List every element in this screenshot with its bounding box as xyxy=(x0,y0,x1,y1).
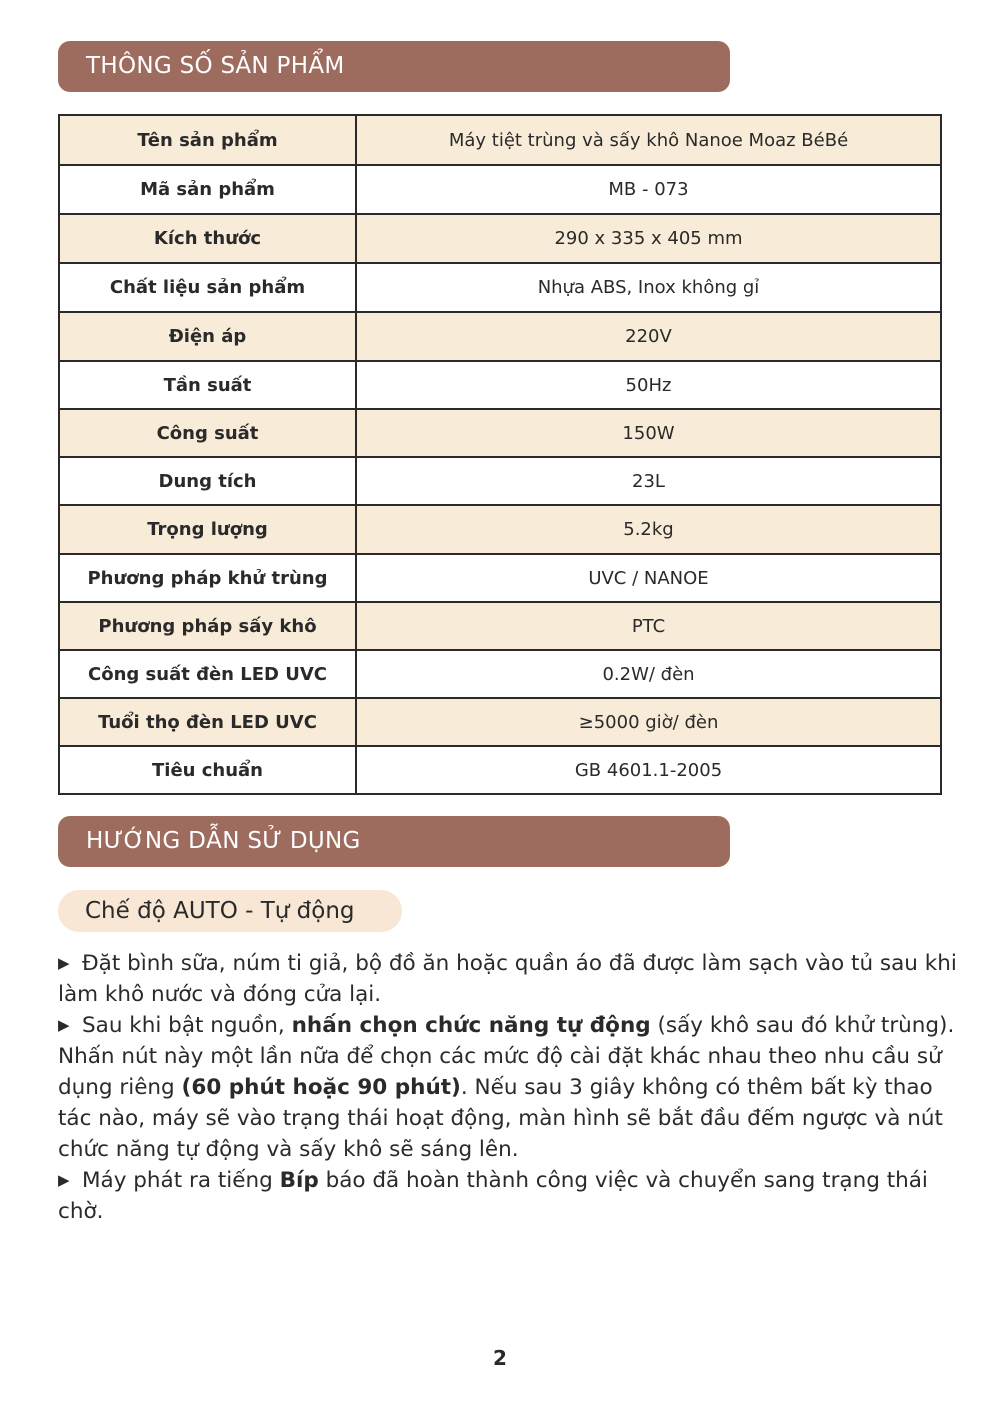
spec-row xyxy=(59,505,941,554)
spec-table xyxy=(58,114,942,795)
auto-mode-title: Chế độ AUTO - Tự động xyxy=(85,898,355,924)
spec-value: 150W xyxy=(356,409,941,457)
spec-value: GB 4601.1-2005 xyxy=(356,746,941,794)
spec-row xyxy=(59,554,941,602)
spec-row xyxy=(59,263,941,312)
spec-row xyxy=(59,746,941,794)
spec-row xyxy=(59,214,941,263)
spec-row xyxy=(59,457,941,505)
spec-label: Tần suất xyxy=(59,361,356,409)
spec-value: 23L xyxy=(356,457,941,505)
spec-row xyxy=(59,115,941,165)
auto-mode-pill xyxy=(58,890,402,932)
spec-value: 0.2W/ đèn xyxy=(356,650,941,698)
spec-row xyxy=(59,698,941,746)
spec-value: Máy tiệt trùng và sấy khô Nanoe Moaz BéBé xyxy=(356,115,941,165)
spec-label: Kích thước xyxy=(59,214,356,263)
spec-label: Tên sản phẩm xyxy=(59,115,356,165)
spec-value: UVC / NANOE xyxy=(356,554,941,602)
instruction-paragraph-3: ▶ Máy phát ra tiếng Bíp báo đã hoàn thành công việc và chuyển sang trạng thái chờ. xyxy=(58,1165,958,1227)
spec-label: Công suất xyxy=(59,409,356,457)
usage-section-header xyxy=(58,816,730,867)
spec-label: Tiêu chuẩn xyxy=(59,746,356,794)
spec-label: Trọng lượng xyxy=(59,505,356,554)
instruction-paragraph-2: ▶ Sau khi bật nguồn, nhấn chọn chức năng tự động (sấy khô sau đó khử trùng). Nhấn nút này một lần nữa để chọn các mức độ cài đặt khác nhau theo nhu cầu sử dụng riêng (60 phút hoặc 90 phút). Nếu sau 3 giây không có thêm bất kỳ thao tác nào, máy sẽ vào trạng thái hoạt động, màn hình sẽ bắt đầu đếm ngược và nút chức năng tự động và sấy khô sẽ sáng lên. xyxy=(58,1010,958,1165)
spec-value: Nhựa ABS, Inox không gỉ xyxy=(356,263,941,312)
spec-label: Phương pháp khử trùng xyxy=(59,554,356,602)
spec-label: Chất liệu sản phẩm xyxy=(59,263,356,312)
spec-value: 290 x 335 x 405 mm xyxy=(356,214,941,263)
spec-label: Phương pháp sấy khô xyxy=(59,602,356,650)
usage-instructions xyxy=(58,948,958,1227)
spec-value: PTC xyxy=(356,602,941,650)
page-number: 2 xyxy=(493,1346,507,1370)
spec-row xyxy=(59,165,941,214)
spec-label: Tuổi thọ đèn LED UVC xyxy=(59,698,356,746)
spec-value: 220V xyxy=(356,312,941,361)
spec-label: Mã sản phẩm xyxy=(59,165,356,214)
spec-value: MB - 073 xyxy=(356,165,941,214)
spec-row xyxy=(59,409,941,457)
right-triangle-icon: ▶ xyxy=(58,954,70,972)
spec-row xyxy=(59,361,941,409)
spec-label: Điện áp xyxy=(59,312,356,361)
spec-section-title: THÔNG SỐ SẢN PHẨM xyxy=(86,53,345,79)
spec-label: Dung tích xyxy=(59,457,356,505)
spec-section-header xyxy=(58,41,730,92)
spec-value: ≥5000 giờ/ đèn xyxy=(356,698,941,746)
spec-row xyxy=(59,602,941,650)
spec-value: 50Hz xyxy=(356,361,941,409)
spec-value: 5.2kg xyxy=(356,505,941,554)
right-triangle-icon: ▶ xyxy=(58,1016,70,1034)
spec-label: Công suất đèn LED UVC xyxy=(59,650,356,698)
spec-row xyxy=(59,312,941,361)
usage-section-title: HƯỚNG DẪN SỬ DỤNG xyxy=(86,828,361,854)
instruction-paragraph-1: ▶ Đặt bình sữa, núm ti giả, bộ đồ ăn hoặc quần áo đã được làm sạch vào tủ sau khi làm khô nước và đóng cửa lại. xyxy=(58,948,958,1010)
right-triangle-icon: ▶ xyxy=(58,1171,70,1189)
spec-row xyxy=(59,650,941,698)
